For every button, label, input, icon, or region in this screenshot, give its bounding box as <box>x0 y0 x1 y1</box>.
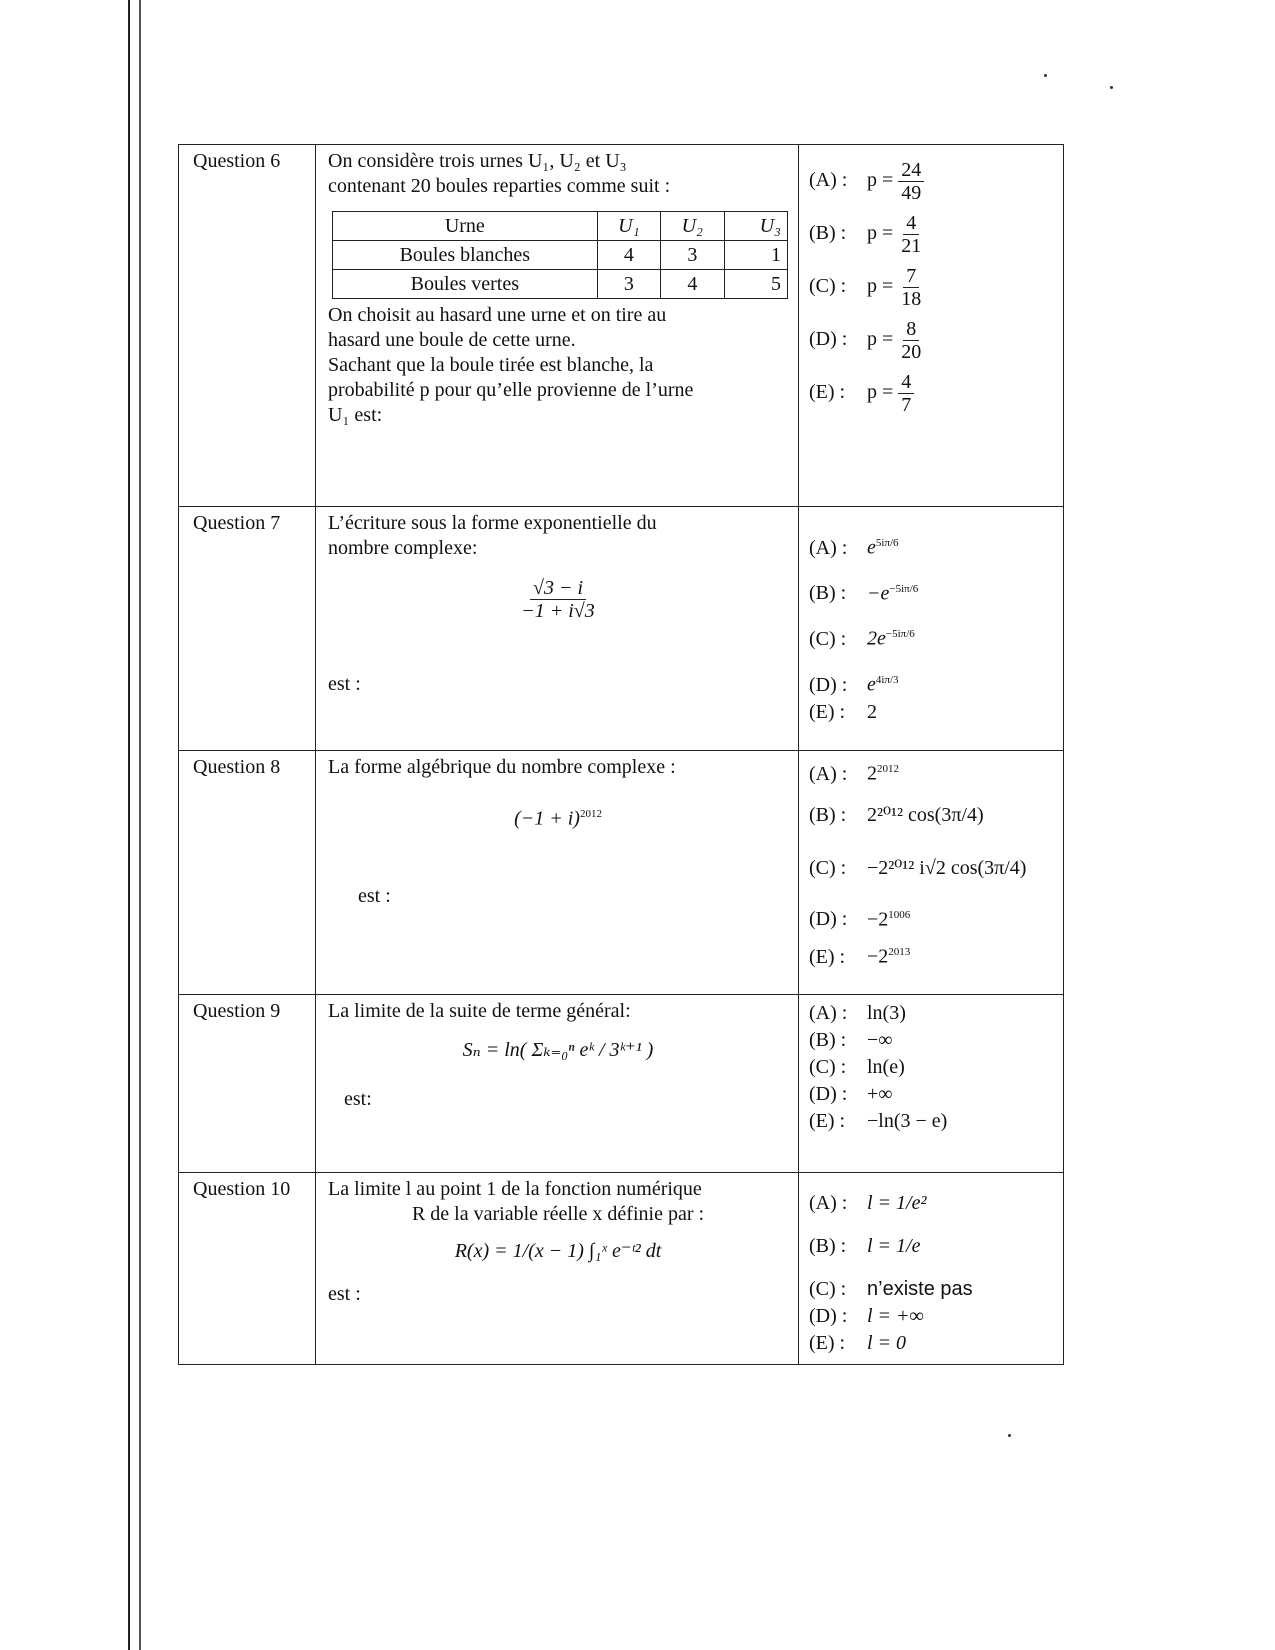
answer-option: (D) : +∞ <box>809 1083 893 1105</box>
question-text <box>316 751 799 995</box>
question-formula: $(-1 + i)^{2012}$ <box>514 807 602 830</box>
question-text <box>316 995 799 1173</box>
answer-option: (B) : 2²⁰¹² cos(3π/4) <box>809 803 984 826</box>
answer-option: (B) : l = 1/e <box>809 1235 921 1257</box>
answer-choices <box>799 751 1064 995</box>
urn-table-row <box>333 270 788 299</box>
question-label: Question 10 <box>179 1173 316 1365</box>
answer-choices <box>799 1173 1064 1365</box>
answer-option: (D) : $e^{4i\pi/3}$ <box>809 673 899 696</box>
question-suffix: est : <box>328 673 361 695</box>
question-label: Question 6 <box>179 145 316 507</box>
question-9-row <box>179 995 1064 1173</box>
answer-option: (C) : n’existe pas <box>809 1278 973 1300</box>
answer-option: (E) : p = $\frac{4}{7}$ <box>809 371 1053 416</box>
question-formula: Sₙ = ln( Σₖ₌₀ⁿ eᵏ / 3ᵏ⁺¹ ) <box>462 1039 654 1061</box>
urn-row-label: Boules vertes <box>333 270 598 299</box>
answer-option: (B) : $-e^{-5i\pi/6}$ <box>809 582 919 605</box>
question-suffix: est : <box>358 884 391 907</box>
answer-option: (E) : l = 0 <box>809 1332 907 1354</box>
question-8-row <box>179 751 1064 995</box>
answer-option: (C) : $2e^{-5i\pi/6}$ <box>809 627 915 650</box>
answer-option: (A) : ln(3) <box>809 1002 906 1024</box>
exam-table <box>178 144 1064 1365</box>
question-line: L’écriture sous la forme exponentielle du <box>328 512 657 534</box>
urn-cell: 4 <box>661 270 724 299</box>
answer-option: (A) : p = $\frac{24}{49}$ <box>809 159 1053 204</box>
question-suffix: est : <box>328 1283 361 1305</box>
question-formula: R(x) = 1/(x − 1) ∫₁ˣ e⁻ᵗ² dt <box>454 1240 662 1262</box>
question-text <box>316 1173 799 1365</box>
question-line: probabilité p pour qu’elle provienne de l’urne <box>328 379 694 401</box>
answer-option: (A) : $2^{2012}$ <box>809 762 899 785</box>
urn-table <box>332 211 788 299</box>
question-text <box>316 507 799 751</box>
question-line: La limite de la suite de terme général: <box>328 1000 631 1022</box>
scan-speck <box>1110 86 1113 89</box>
urn-header-cell: U₁ <box>597 212 660 241</box>
answer-option: (A) : $e^{5i\pi/6}$ <box>809 536 899 559</box>
answer-option: (B) : p = $\frac{4}{21}$ <box>809 212 922 257</box>
scan-speck <box>1044 74 1047 77</box>
question-line: R de la variable réelle x définie par : <box>411 1203 705 1225</box>
urn-cell: 5 <box>724 270 787 299</box>
urn-row-label: Boules blanches <box>333 241 598 270</box>
urn-header-cell: U₃ <box>724 212 787 241</box>
answer-option: (D) : l = +∞ <box>809 1305 924 1327</box>
question-6-row <box>179 145 1064 507</box>
urn-table-header <box>333 212 788 241</box>
urn-cell: 4 <box>597 241 660 270</box>
urn-cell: 3 <box>597 270 660 299</box>
question-line: La forme algébrique du nombre complexe : <box>328 756 676 778</box>
answer-choices <box>799 145 1064 507</box>
question-text <box>316 145 799 507</box>
scan-speck <box>1008 1434 1011 1437</box>
answer-option: (E) : 2 <box>809 700 877 723</box>
question-line: U₁ est: <box>328 404 383 426</box>
answer-option: (E) : −ln(3 − e) <box>809 1110 948 1132</box>
question-line: nombre complexe: <box>328 537 478 559</box>
answer-option: (D) : p = $\frac{8}{20}$ <box>809 318 922 363</box>
answer-option: (C) : p = $\frac{7}{18}$ <box>809 265 922 310</box>
question-line: hasard une boule de cette urne. <box>328 329 576 351</box>
question-label: Question 9 <box>179 995 316 1173</box>
answer-option: (A) : l = 1/e² <box>809 1192 927 1214</box>
question-7-row <box>179 507 1064 751</box>
urn-cell: 1 <box>724 241 787 270</box>
urn-cell: 3 <box>661 241 724 270</box>
question-line: On choisit au hasard une urne et on tire au <box>328 304 667 326</box>
question-10-row <box>179 1173 1064 1365</box>
urn-header-cell: U₂ <box>661 212 724 241</box>
answer-option: (B) : −∞ <box>809 1029 893 1051</box>
question-line: Sachant que la boule tirée est blanche, la <box>328 354 654 376</box>
question-label: Question 8 <box>179 751 316 995</box>
question-suffix: est: <box>344 1088 372 1110</box>
question-line: On considère trois urnes U₁, U₂ et U₃ <box>328 150 627 172</box>
urn-table-row <box>333 241 788 270</box>
question-line: La limite l au point 1 de la fonction numérique <box>328 1178 702 1200</box>
answer-option: (D) : $-2^{1006}$ <box>809 908 911 931</box>
answer-option: (C) : −2²⁰¹² i√2 cos(3π/4) <box>809 856 1027 879</box>
urn-header-cell: Urne <box>333 212 598 241</box>
answer-choices <box>799 995 1064 1173</box>
answer-option: (C) : ln(e) <box>809 1056 905 1078</box>
question-line: contenant 20 boules reparties comme suit : <box>328 175 671 197</box>
answer-option: (E) : $-2^{2013}$ <box>809 945 911 968</box>
answer-choices <box>799 507 1064 751</box>
question-formula: $\frac{√3 - i}{-1 + i√3}$ <box>521 577 595 622</box>
question-label: Question 7 <box>179 507 316 751</box>
page-binding-edge <box>128 0 141 1650</box>
